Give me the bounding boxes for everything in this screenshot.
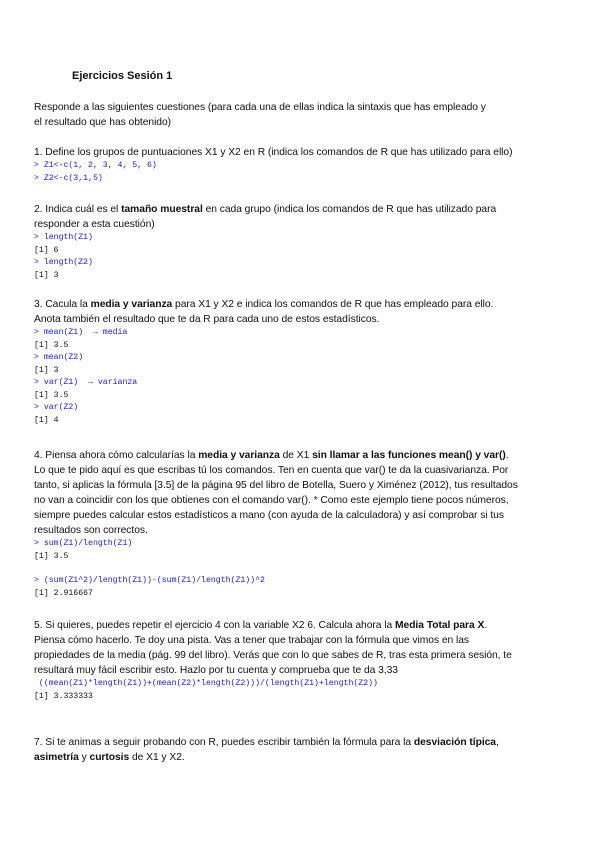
q7-line-2: asimetría y curtosis de X1 y X2. [34, 752, 185, 763]
question-7 [34, 735, 574, 765]
question-5 [34, 618, 574, 703]
q7-bold-2: asimetría [34, 752, 79, 763]
q3-command-4: > var(Z2) [34, 403, 79, 412]
q5-line-4: resultará muy fácil escribir esto. Hazlo por tu cuenta y comprueba que te da 3,33 [34, 665, 398, 676]
question-3 [34, 297, 574, 427]
intro-line-1: Responde a las siguientes cuestiones (para cada una de ellas indica la sintaxis que has empleado y [34, 102, 486, 113]
q1-command-1: > Z1<-c(1, 2, 3, 4, 5, 6) [34, 161, 157, 170]
q3-line-1: 3. Cacula la media y varianza para X1 y X2 e indica los comandos de R que has empleado para ello. [34, 299, 494, 310]
question-4 [34, 448, 574, 600]
question-1 [34, 145, 574, 185]
q1-command-2: > Z2<-c(3,1,5) [34, 173, 103, 183]
q5-bold: Media Total para X [394, 620, 485, 631]
q5-line-3: propiedades de la media (pág. 99 del libro). Verás que con lo que sabes de R, tras esta primera sesión, te [34, 650, 512, 661]
q2-command-2: > length(Z2) [34, 258, 93, 267]
q7-bold-1: desviación típica [413, 737, 496, 748]
q4-command-1: > sum(Z1)/length(Z1) [34, 539, 133, 548]
q7-bold-3: curtosis [89, 752, 130, 763]
q1-text: 1. Define los grupos de puntuaciones X1 y X2 en R (indica los comandos de R que has utilizado para ello) [34, 147, 513, 158]
q3-output-4: [1] 4 [34, 415, 59, 425]
q4-line-4: no van a coincidir con los que obtienes con el comando var(). * Como este ejemplo tiene pocos números, [34, 495, 509, 506]
q4-line-1: 4. Piensa ahora cómo calcularías la media y varianza de X1 sin llamar a las funciones mean() y var(). [34, 450, 509, 461]
q5-output-1: [1] 3.333333 [34, 691, 93, 701]
q4-output-2: [1] 2.916667 [34, 588, 93, 598]
q4-bold-2: sin llamar a las funciones mean() y var() [312, 450, 506, 461]
q4-line-5: siempre puedes calcular estos estadísticos a mano (con ayuda de la calculadora) y así comprobar si tus [34, 510, 504, 521]
q4-command-2: > (sum(Z1^2)/length(Z1))-(sum(Z1)/length(Z1))^2 [34, 576, 265, 585]
q3-command-2: > mean(Z2) [34, 353, 84, 362]
q4-line-6: resultados son correctos. [34, 525, 148, 536]
q3-output-3: [1] 3.5 [34, 390, 69, 400]
q2-output-1: [1] 6 [34, 245, 59, 255]
q4-output-1: [1] 3.5 [34, 551, 69, 561]
question-2 [34, 202, 574, 282]
q5-line-1: 5. Si quieres, puedes repetir el ejercicio 4 con la variable X2 6. Calcula ahora la Media Total para X. [34, 620, 488, 631]
q7-line-1: 7. Si te animas a seguir probando con R, puedes escribir también la fórmula para la desviación típica, [34, 737, 499, 748]
q4-line-2: Lo que te pido aquí es que escribas tú los comandos. Ten en cuenta que var() te da la cuasivarianza. Por [34, 465, 509, 476]
q2-command-1: > length(Z1) [34, 233, 93, 242]
q3-command-1: > mean(Z1) → media [34, 328, 128, 337]
q5-line-2: Piensa cómo hacerlo. Te doy una pista. Vas a tener que trabajar con la fórmula que vimos en las [34, 635, 470, 646]
q2-bold: tamaño muestral [121, 204, 203, 215]
page-title: Ejercicios Sesión 1 [72, 70, 173, 82]
q4-line-3: tanto, si aplicas la fórmula [3.5] de la página 95 del libro de Botella, Suero y Ximénez (2012), tus resultados [34, 480, 518, 491]
q2-line-2: responder a esta cuestión) [34, 219, 155, 230]
q2-line-1: 2. Indica cuál es el tamaño muestral en cada grupo (indica los comandos de R que has utilizado para [34, 204, 497, 215]
q3-command-3: > var(Z1) → varianza [34, 378, 138, 387]
q5-command-1: ((mean(Z1)*length(Z1))+(mean(Z2)*length(Z2)))/(length(Z1)+length(Z2)) [34, 679, 378, 688]
q3-line-2: Anota también el resultado que te da R para cada uno de estos estadísticos. [34, 314, 380, 325]
q3-output-2: [1] 3 [34, 365, 59, 375]
intro-paragraph [34, 100, 574, 130]
q3-bold: media y varianza [90, 299, 173, 310]
intro-line-2: el resultado que has obtenido) [34, 117, 172, 128]
q4-bold-1: media y varianza [198, 450, 280, 461]
q2-output-2: [1] 3 [34, 270, 59, 280]
q3-output-1: [1] 3.5 [34, 340, 69, 350]
